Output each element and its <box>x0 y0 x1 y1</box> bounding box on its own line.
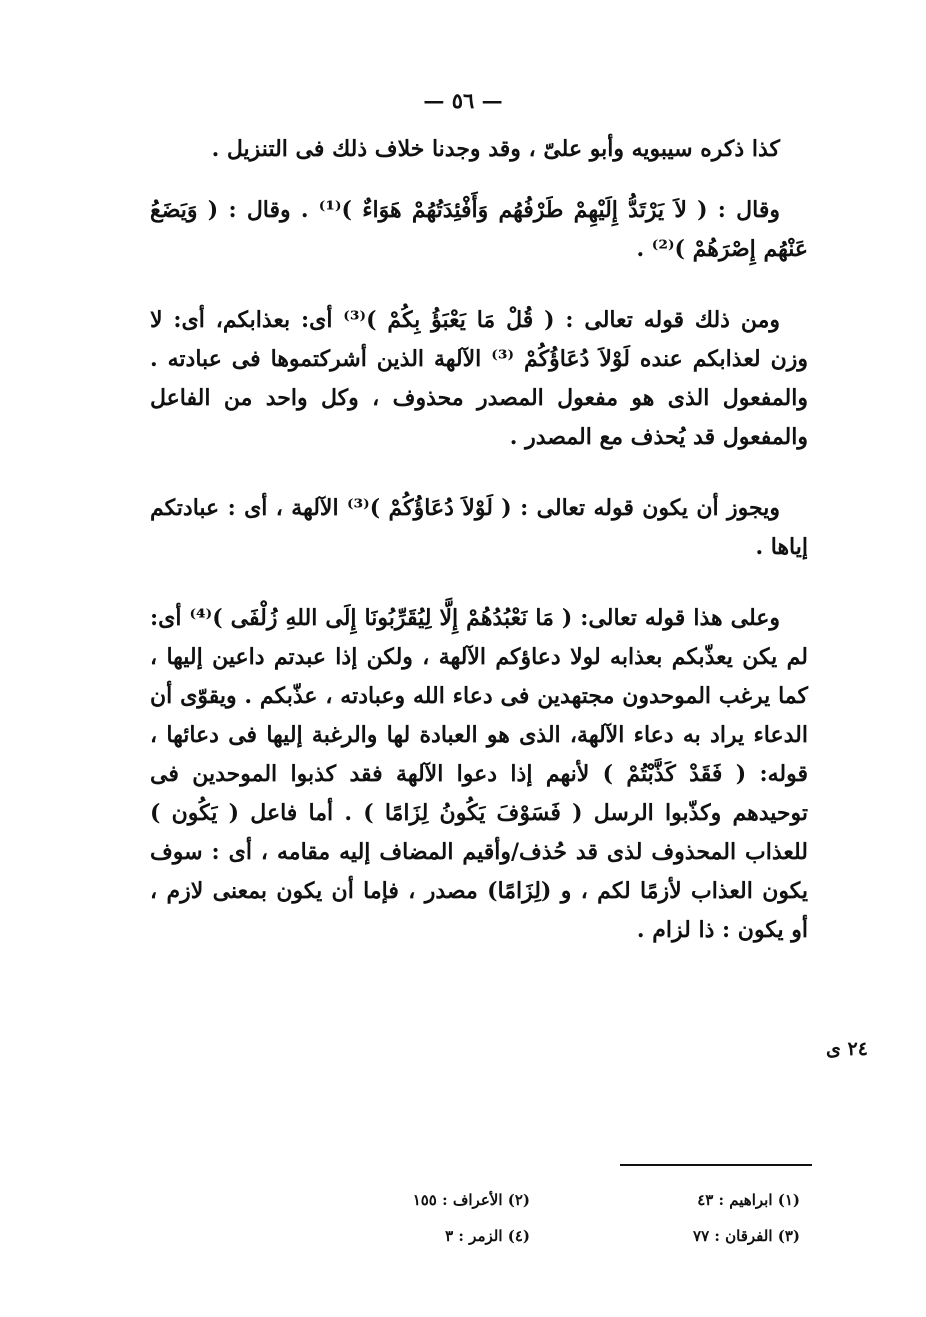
footnote-row <box>330 1218 800 1254</box>
footnote-1: (١) ابراهيم : ٤٣ <box>697 1191 800 1209</box>
paragraph-2: وقال : ( لاَ يَرْتَدُّ إِلَيْهِمْ طَرْفُهُم وَأَفْئِدَتُهُمْ هَوَاءٌ )⁽¹⁾ . وقال : ( وَيَضَعُ عَنْهُم إِصْرَهُمْ )⁽²⁾ . <box>150 197 808 262</box>
body-text <box>150 130 808 950</box>
paragraph-4: ويجوز أن يكون قوله تعالى : ( لَوْلاَ دُعَاؤُكُمْ )⁽³⁾ الآلهة ، أى : عبادتكم إياها . <box>150 495 808 560</box>
paragraph-5: وعلى هذا قوله تعالى: ( مَا نَعْبُدُهُمْ إِلَّا لِيُقَرِّبُونَا إِلَى اللهِ زُلْفَى )⁽⁴⁾ أى: لم يكن يعذّبكم بعذابه لولا دعاؤكم الآلهة ، ولكن إذا عبدتم داعين إليها ، كما يرغب الموحدون مجتهدين فى دعاء الله وعبادته ، عذّبكم . ويقوّى أن الدعاء يراد به دعاء الآلهة، الذى هو العبادة لها والرغبة إليها فى دعائها ، قوله: ( فَقَدْ كَذَّبْتُمْ ) لأنهم إذا دعوا الآلهة فقد كذبوا الموحدين فى توحيدهم وكذّبوا الرسل ( فَسَوْفَ يَكُونُ لِزَامًا ) . أما فاعل ( يَكُون ) للعذاب المحذوف لذى قد حُذف/وأقيم المضاف إليه مقامه ، أى : سوف يكون العذاب لأزمًا لكم ، و (لِزَامًا) مصدر ، فإما أن يكون بمعنى لازم ، أو يكون : ذا لزام . <box>150 605 808 943</box>
paragraph-3: ومن ذلك قوله تعالى : ( قُلْ مَا يَعْبَؤُ بِكُمْ )⁽³⁾ أى: بعذابكم، أى: لا وزن لعذابكم عنده لَوْلاَ دُعَاؤُكُمْ ⁽³⁾ الآلهة الذين أشركتموها فى عبادته . والمفعول الذى هو مفعول المصدر محذوف ، وكل واحد من الفاعل والمفعول قد يُحذف مع المصدر . <box>150 307 809 450</box>
page-number: — ٥٦ — <box>423 88 503 113</box>
margin-note: ٢٤ ى <box>826 1038 868 1060</box>
footnote-4: (٤) الزمر : ٣ <box>445 1227 530 1245</box>
footnote-2: (٢) الأعراف : ١٥٥ <box>412 1191 530 1209</box>
footnotes <box>330 1182 800 1254</box>
footnote-divider <box>620 1164 812 1166</box>
paragraph-1: كذا ذكره سيبويه وأبو علىّ ، وقد وجدنا خلاف ذلك فى التنزيل . <box>211 136 780 162</box>
footnote-3: (٣) الفرقان : ٧٧ <box>693 1227 800 1245</box>
footnote-row <box>330 1182 800 1218</box>
